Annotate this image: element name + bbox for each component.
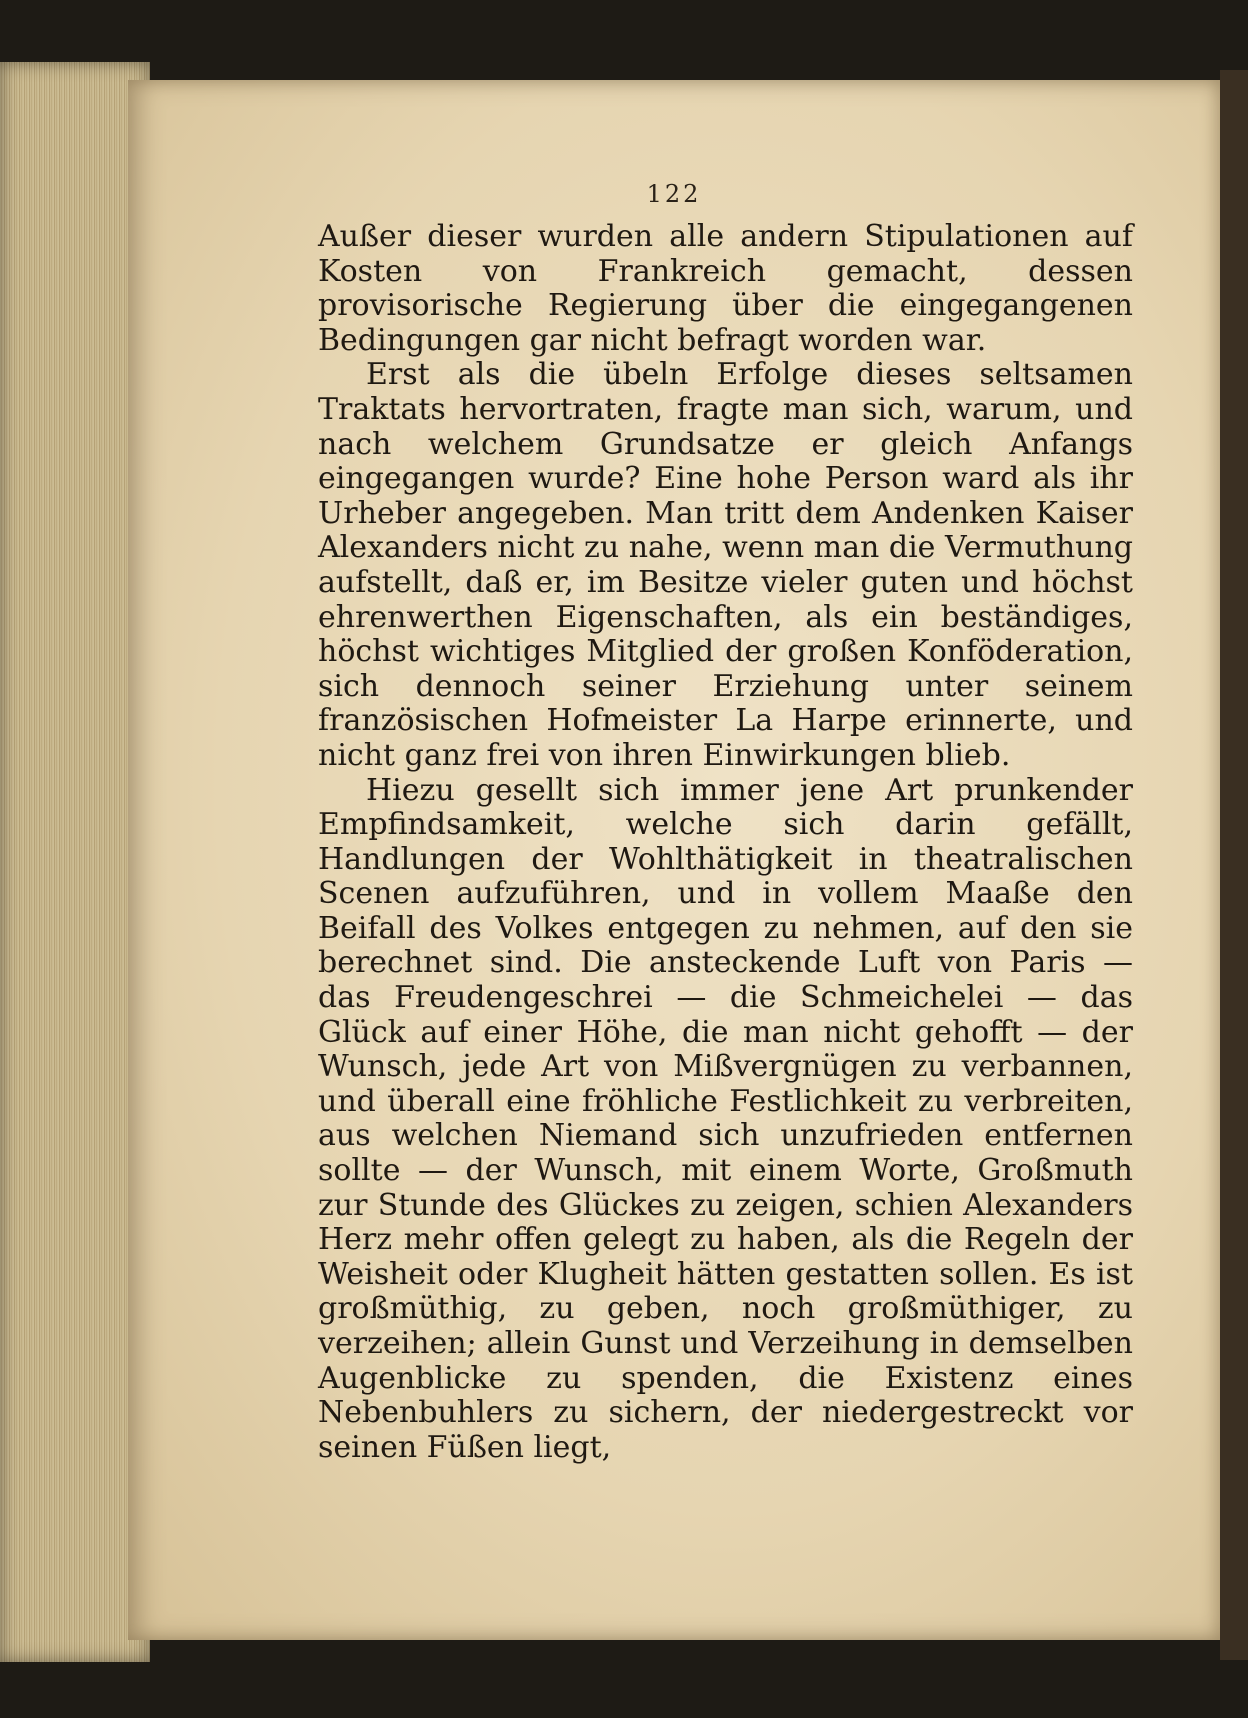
book-page <box>128 80 1220 1640</box>
body-text <box>318 220 1133 1465</box>
paragraph-3: Hiezu gesellt sich immer jene Art prunkender Empfindsamkeit, welche sich darin gefällt, Handlungen der Wohlthätigkeit in theatralischen Scenen aufzuführen, und in vollem Maaße den Beifall des Volkes entgegen zu nehmen, auf den sie berechnet sind. Die ansteckende Luft von Paris — das Freudengeschrei — die Schmeichelei — das Glück auf einer Höhe, die man nicht gehofft — der Wunsch, jede Art von Mißvergnügen zu verbannen, und überall eine fröhliche Festlichkeit zu verbreiten, aus welchen Niemand sich unzufrieden entfernen sollte — der Wunsch, mit einem Worte, Großmuth zur Stunde des Glückes zu zeigen, schien Alexanders Herz mehr offen gelegt zu haben, als die Regeln der Weisheit oder Klugheit hätten gestatten sollen. Es ist großmüthig, zu geben, noch großmüthiger, zu verzeihen; allein Gunst und Verzeihung in demselben Augenblicke zu spenden, die Existenz eines Nebenbuhlers zu sichern, der niedergestreckt vor seinen Füßen liegt, <box>318 772 1133 1465</box>
page-number: 122 <box>646 180 702 208</box>
paragraph-1: Außer dieser wurden alle andern Stipulationen auf Kosten von Frankreich gemacht, dessen provisorische Regierung über die eingegangenen Bedingungen gar nicht befragt worden war. <box>318 219 1133 358</box>
book-cover-edge <box>1220 70 1248 1660</box>
paragraph-2: Erst als die übeln Erfolge dieses seltsamen Traktats hervortraten, fragte man sich, warum, und nach welchem Grundsatze er gleich Anfangs eingegangen wurde? Eine hohe Person ward als ihr Urheber angegeben. Man tritt dem Andenken Kaiser Alexanders nicht zu nahe, wenn man die Vermuthung aufstellt, daß er, im Besitze vieler guten und höchst ehrenwerthen Eigenschaften, als ein beständiges, höchst wichtiges Mitglied der großen Konföderation, sich dennoch seiner Erziehung unter seinem französischen Hofmeister La Harpe erinnerte, und nicht ganz frei von ihren Einwirkungen blieb. <box>318 357 1133 773</box>
